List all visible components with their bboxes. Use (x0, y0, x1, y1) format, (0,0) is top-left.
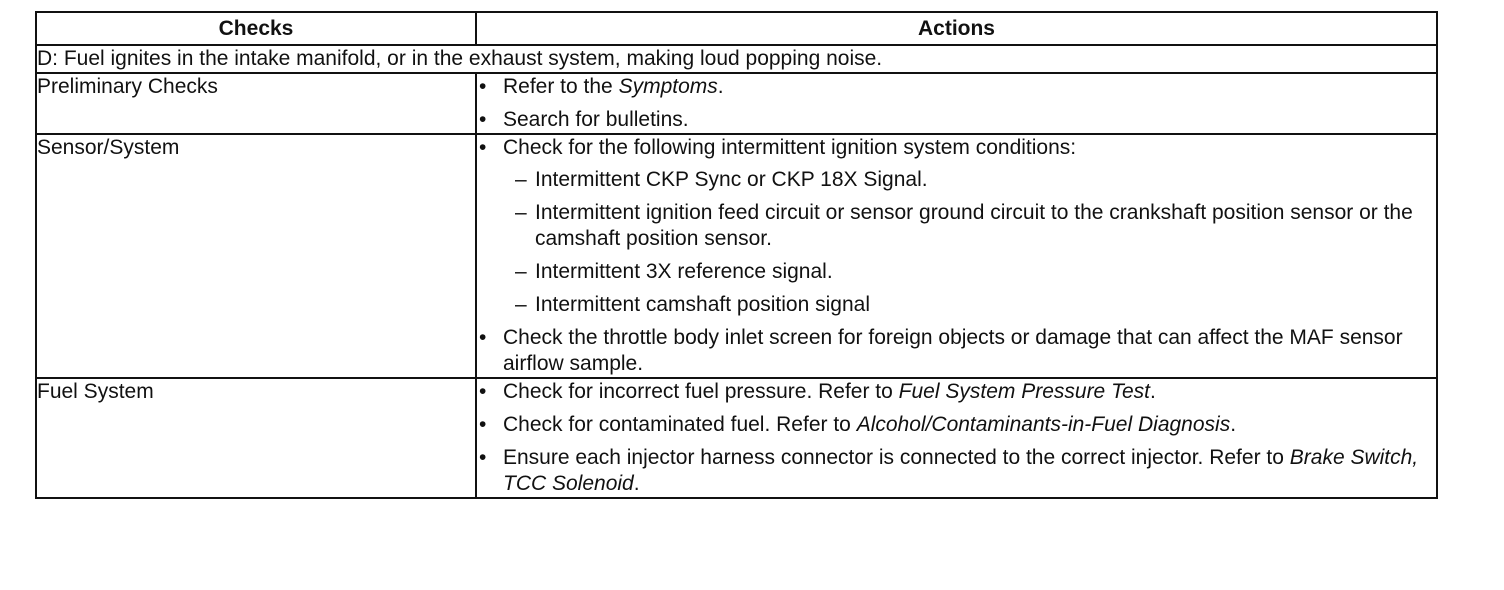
actions-cell (476, 134, 1437, 378)
sub-action-list (503, 167, 1436, 318)
sub-action-text: Intermittent ignition feed circuit or sensor ground circuit to the crankshaft position sensor or the camshaft position sensor. (535, 201, 1413, 250)
symptom-row (36, 45, 1437, 73)
reference-link: Brake Switch, TCC Solenoid (503, 446, 1419, 495)
action-text-end: . (633, 472, 640, 495)
dash-icon: – (515, 293, 527, 316)
sub-action-item (503, 200, 1436, 252)
bullet-icon: • (479, 446, 487, 469)
action-text-end: . (1230, 413, 1237, 436)
bullet-icon: • (479, 380, 487, 403)
action-item (477, 325, 1436, 377)
table-row (36, 73, 1437, 134)
table-row (36, 378, 1437, 498)
check-cell: Preliminary Checks (36, 73, 476, 134)
sub-action-item (503, 292, 1436, 318)
check-cell: Sensor/System (36, 134, 476, 378)
check-cell: Fuel System (36, 378, 476, 498)
sub-action-item (503, 167, 1436, 193)
reference-link: Alcohol/Contaminants-in-Fuel Diagnosis (856, 413, 1231, 436)
reference-link: Fuel System Pressure Test (898, 380, 1150, 403)
action-item (477, 74, 1436, 100)
action-text-end: . (717, 75, 724, 98)
actions-header: Actions (476, 12, 1437, 45)
action-item (477, 107, 1436, 133)
dash-icon: – (515, 201, 527, 224)
table-row (36, 134, 1437, 378)
actions-cell (476, 378, 1437, 498)
action-list (477, 135, 1436, 377)
bullet-icon: • (479, 136, 487, 159)
action-text: Ensure each injector harness connector is connected to the correct injector. Refer to (503, 446, 1290, 469)
sub-action-text: Intermittent CKP Sync or CKP 18X Signal. (535, 168, 928, 191)
action-item (477, 412, 1436, 438)
sub-action-text: Intermittent 3X reference signal. (535, 260, 833, 283)
dash-icon: – (515, 168, 527, 191)
diagnostic-table (35, 11, 1438, 499)
bullet-icon: • (479, 108, 487, 131)
action-text-end: . (1150, 380, 1156, 403)
action-text: Check for incorrect fuel pressure. Refer to (503, 380, 899, 403)
action-item (477, 445, 1436, 497)
bullet-icon: • (479, 326, 487, 349)
action-text: Refer to the (503, 75, 619, 98)
action-list (477, 379, 1436, 497)
sub-action-item (503, 259, 1436, 285)
action-text: Search for bulletins. (503, 108, 689, 131)
header-row (36, 12, 1437, 45)
action-text: Check the throttle body inlet screen for foreign objects or damage that can affect the MAF sensor airflow sample. (503, 326, 1403, 375)
symptom-text: D: Fuel ignites in the intake manifold, or in the exhaust system, making loud popping noise. (36, 45, 1437, 73)
action-item (477, 379, 1436, 405)
action-item (477, 135, 1436, 318)
action-text: Check for contaminated fuel. Refer to (503, 413, 857, 436)
bullet-icon: • (479, 413, 487, 436)
sub-action-text: Intermittent camshaft position signal (535, 293, 870, 316)
actions-cell (476, 73, 1437, 134)
bullet-icon: • (479, 75, 487, 98)
checks-header: Checks (36, 12, 476, 45)
action-list (477, 74, 1436, 133)
action-text: Check for the following intermittent ignition system conditions: (503, 136, 1077, 159)
dash-icon: – (515, 260, 527, 283)
reference-link: Symptoms (618, 75, 718, 98)
